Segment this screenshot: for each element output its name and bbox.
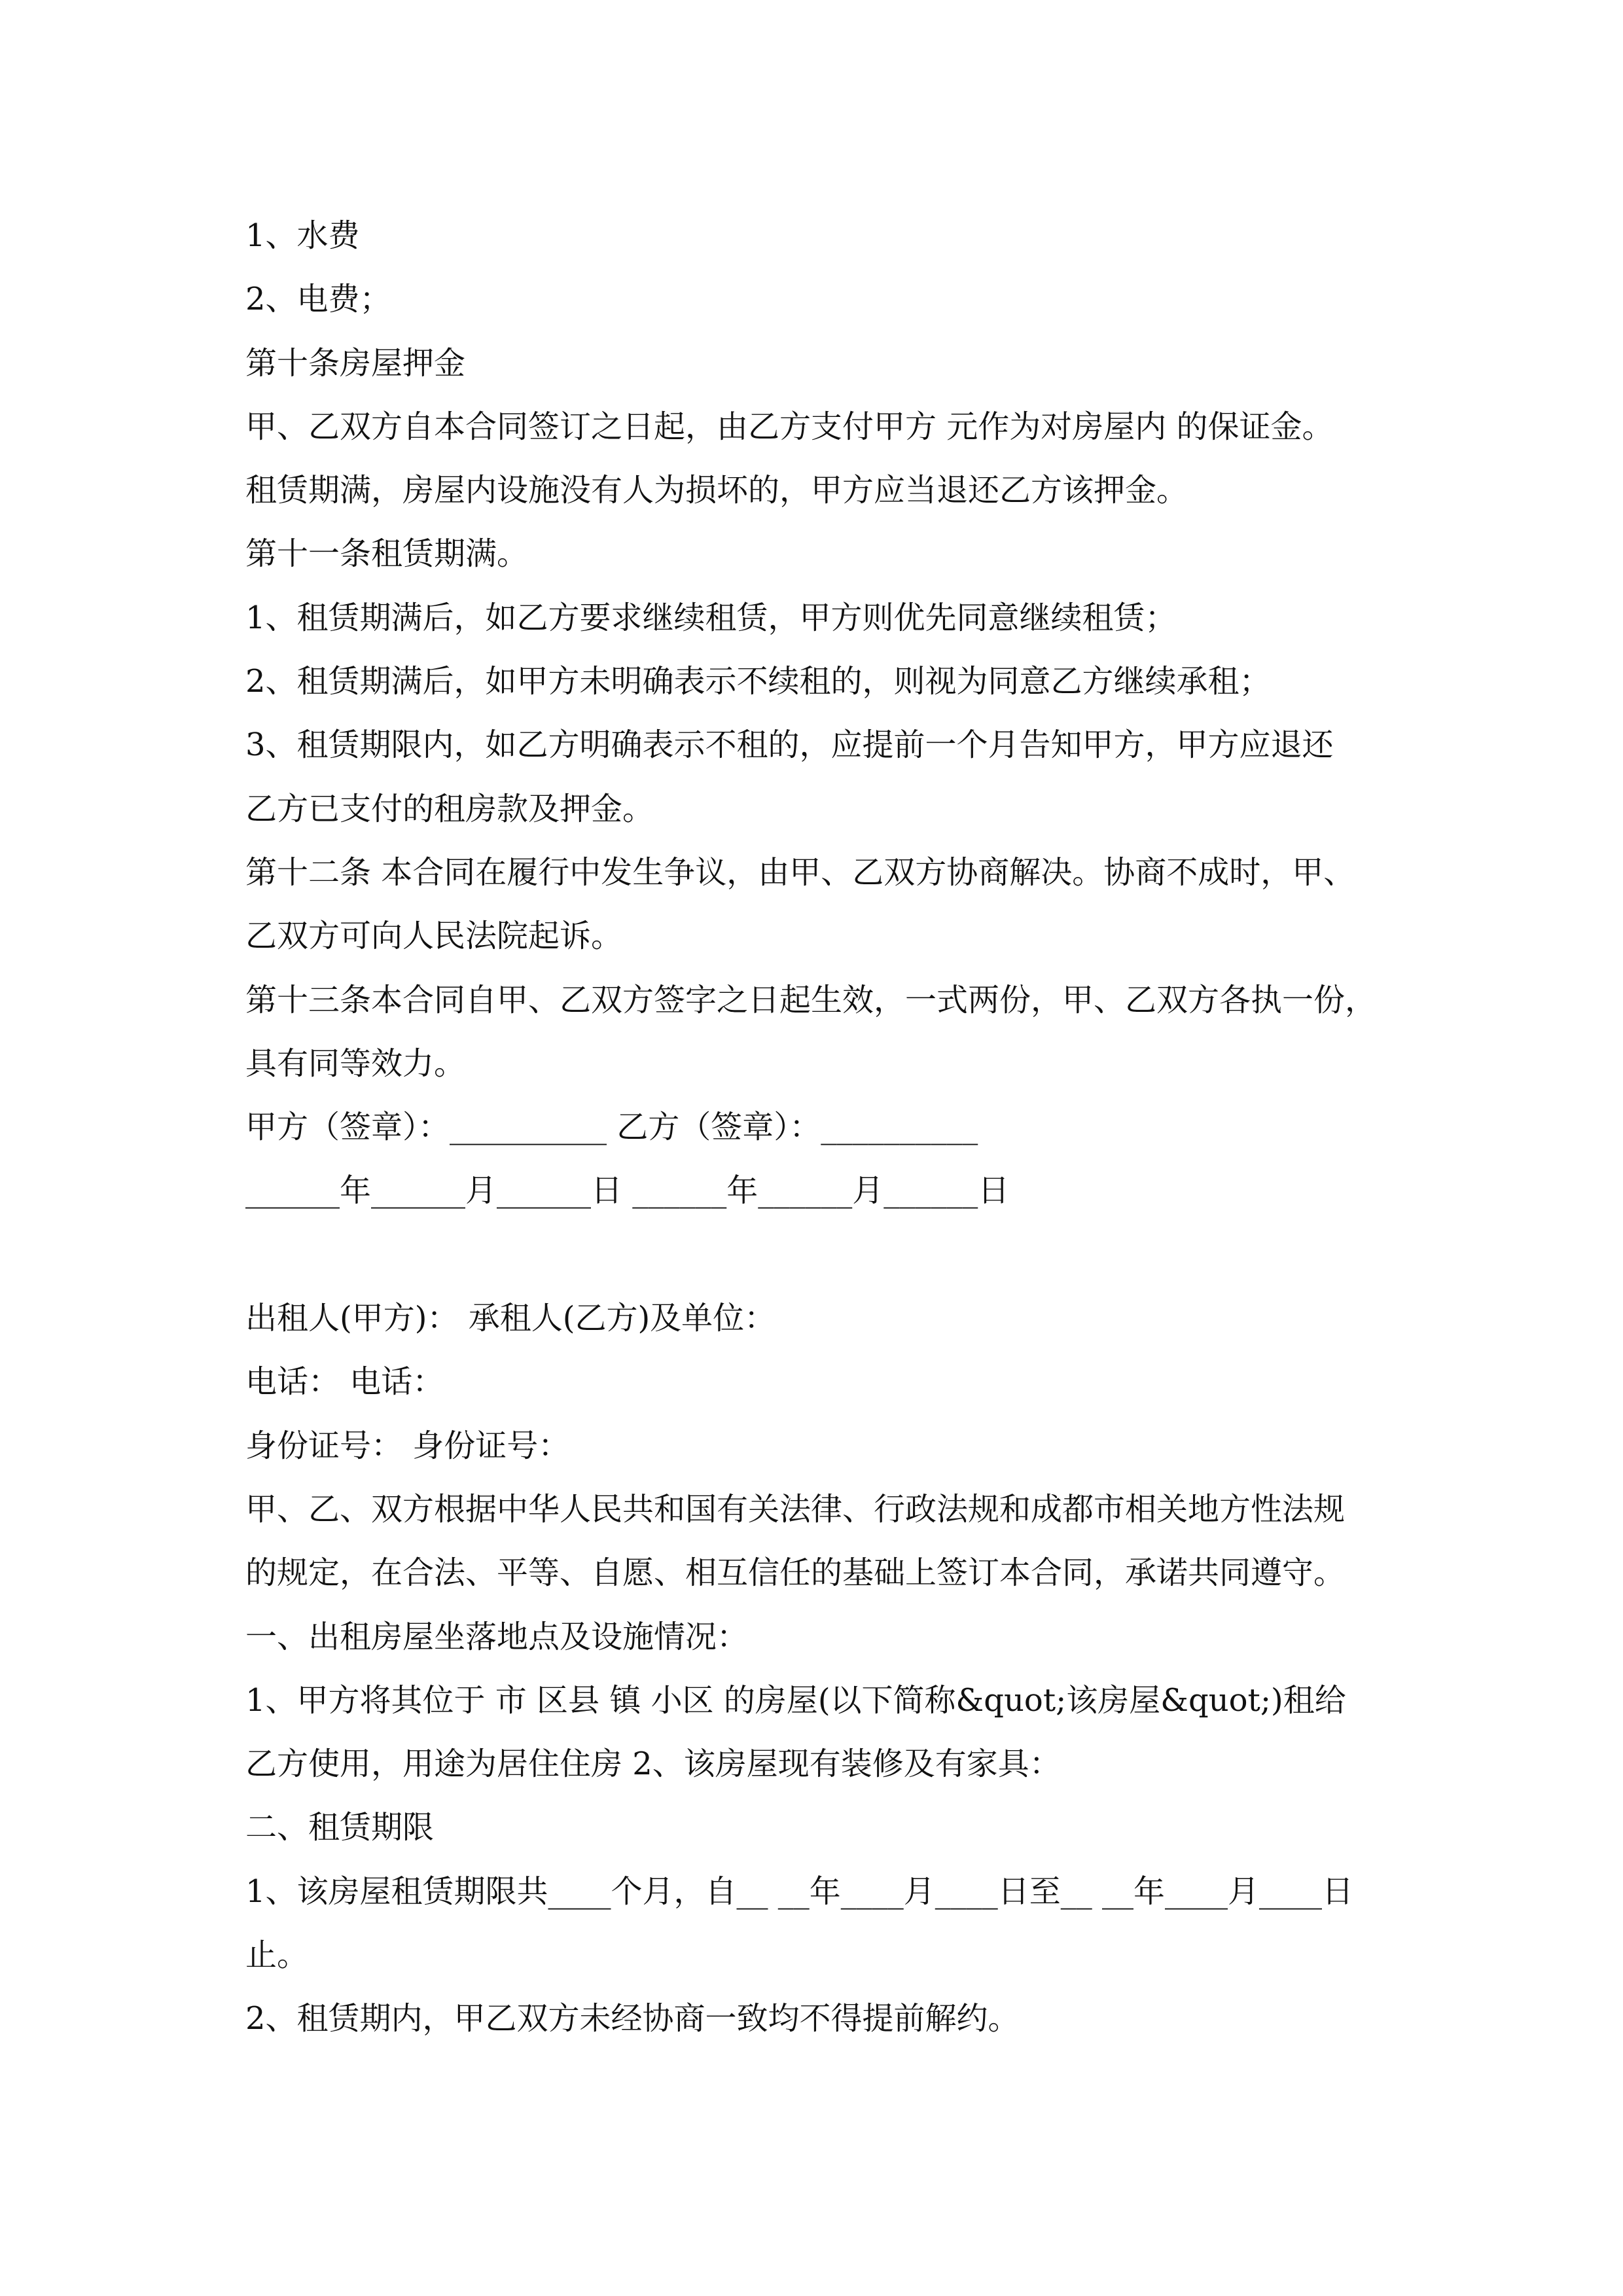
blank-gap: [245, 1223, 1397, 1287]
text-line: 的规定，在合法、平等、自愿、相互信任的基础上签订本合同，承诺共同遵守。: [245, 1554, 1346, 1592]
text-line: 乙双方可向人民法院起诉。: [245, 918, 623, 955]
text-line: 第十二条 本合同在履行中发生争议，由甲、乙双方协商解决。协商不成时，甲、: [245, 853, 1355, 891]
text-line: 2、租赁期内，甲乙双方未经协商一致均不得提前解约。: [245, 2000, 1020, 2037]
text-line: 甲、乙、双方根据中华人民共和国有关法律、行政法规和成都市相关地方性法规: [245, 1490, 1346, 1528]
id-number-line: 身份证号： 身份证号：: [245, 1427, 570, 1464]
text-line: 具有同等效力。: [245, 1045, 466, 1082]
text-line: 止。: [245, 1937, 309, 1974]
date-line: ______年______月______日 ______年______月______日: [245, 1172, 1010, 1210]
text-line: 租赁期满，房屋内设施没有人为损坏的，甲方应当退还乙方该押金。: [245, 472, 1188, 509]
text-line: 2、租赁期满后，如甲方未明确表示不续租的，则视为同意乙方继续承租；: [245, 663, 1271, 700]
text-line: 1、该房屋租赁期限共____个月，自__ __年____月____日至__ __年____月____日: [245, 1873, 1354, 1910]
text-line: 第十三条本合同自甲、乙双方签字之日起生效，一式两份，甲、乙双方各执一份，: [245, 981, 1377, 1018]
section-heading: 第十条房屋押金: [245, 344, 466, 382]
signature-line: 甲方（签章）：__________ 乙方（签章）：__________: [245, 1109, 978, 1146]
text-line: 2、电费；: [245, 281, 391, 318]
document-body: [245, 204, 1397, 2051]
text-line: 乙方使用，用途为居住住房 2、该房屋现有装修及有家具：: [245, 1746, 1061, 1783]
phone-line: 电话： 电话：: [245, 1363, 444, 1401]
text-line: 1、甲方将其位于 市 区县 镇 小区 的房屋(以下简称&quot;该房屋&quot;)租给: [245, 1681, 1346, 1719]
text-line: 1、水费: [245, 217, 360, 254]
text-line: 1、租赁期满后，如乙方要求继续租赁，甲方则优先同意继续租赁；: [245, 599, 1177, 636]
section-heading: 一、出租房屋坐落地点及设施情况：: [245, 1618, 749, 1655]
party-line: 出租人(甲方)： 承租人(乙方)及单位：: [245, 1300, 776, 1337]
text-line: 甲、乙双方自本合同签订之日起，由乙方支付甲方 元作为对房屋内 的保证金。: [245, 408, 1334, 445]
section-heading: 二、租赁期限: [245, 1809, 435, 1846]
section-heading: 第十一条租赁期满。: [245, 535, 529, 573]
text-line: 乙方已支付的租房款及押金。: [245, 790, 654, 827]
text-line: 3、租赁期限内，如乙方明确表示不租的，应提前一个月告知甲方，甲方应退还: [245, 726, 1334, 764]
